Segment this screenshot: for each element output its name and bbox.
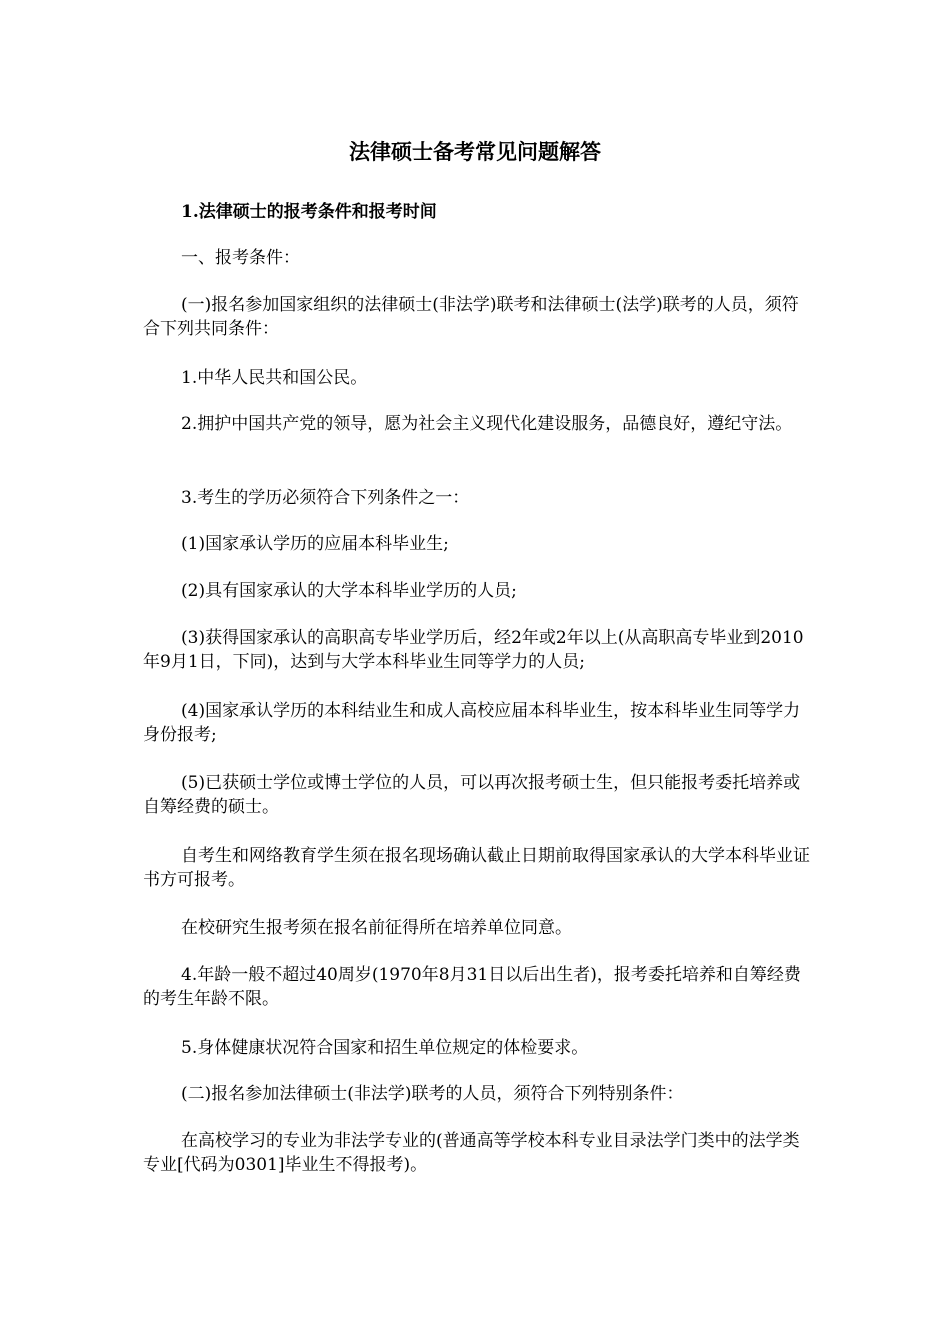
paragraph-education-1: (1)国家承认学历的应届本科毕业生; — [181, 534, 449, 554]
paragraph-graduate-note: 在校研究生报考须在报名前征得所在培养单位同意。 — [181, 918, 572, 938]
paragraph-education-5: (5)已获硕士学位或博士学位的人员，可以再次报考硕士生，但只能报考委托培养或自筹经费的硕士。 — [143, 773, 801, 817]
section-heading: 1.法律硕士的报考条件和报考时间 — [181, 202, 437, 222]
paragraph-non-law-major: 在高校学习的专业为非法学专业的(普通高等学校本科专业目录法学门类中的法学类专业[代码为0301]毕业生不得报考)。 — [143, 1131, 800, 1175]
paragraph-education-4: (4)国家承认学历的本科结业生和成人高校应届本科毕业生，按本科毕业生同等学力身份报考; — [143, 701, 801, 745]
paragraph-condition-1: 1.中华人民共和国公民。 — [181, 368, 368, 388]
paragraph-self-study-note: 自考生和网络教育学生须在报名现场确认截止日期前取得国家承认的大学本科毕业证书方可报考。 — [143, 846, 810, 890]
paragraph-education-3: (3)获得国家承认的高职高专毕业学历后，经2年或2年以上(从高职高专毕业到2010年9月1日，下同)，达到与大学本科毕业生同等学力的人员; — [143, 628, 804, 672]
paragraph-condition-5: 5.身体健康状况符合国家和招生单位规定的体检要求。 — [181, 1038, 589, 1058]
paragraph-education-2: (2)具有国家承认的大学本科毕业学历的人员; — [181, 581, 517, 601]
paragraph-special-conditions: (二)报名参加法律硕士(非法学)联考的人员，须符合下列特别条件： — [181, 1084, 684, 1104]
paragraph-condition-2: 2.拥护中国共产党的领导，愿为社会主义现代化建设服务，品德良好，遵纪守法。 — [181, 414, 793, 434]
paragraph-condition-3: 3.考生的学历必须符合下列条件之一： — [181, 488, 470, 508]
paragraph-condition-4: 4.年龄一般不超过40周岁(1970年8月31日以后出生者)，报考委托培养和自筹经费的考生年龄不限。 — [143, 965, 801, 1009]
part-heading: 一、报考条件： — [181, 248, 300, 268]
document-title: 法律硕士备考常见问题解答 — [349, 139, 601, 164]
paragraph-common-conditions: (一)报名参加国家组织的法律硕士(非法学)联考和法律硕士(法学)联考的人员，须符合下列共同条件： — [143, 295, 799, 339]
